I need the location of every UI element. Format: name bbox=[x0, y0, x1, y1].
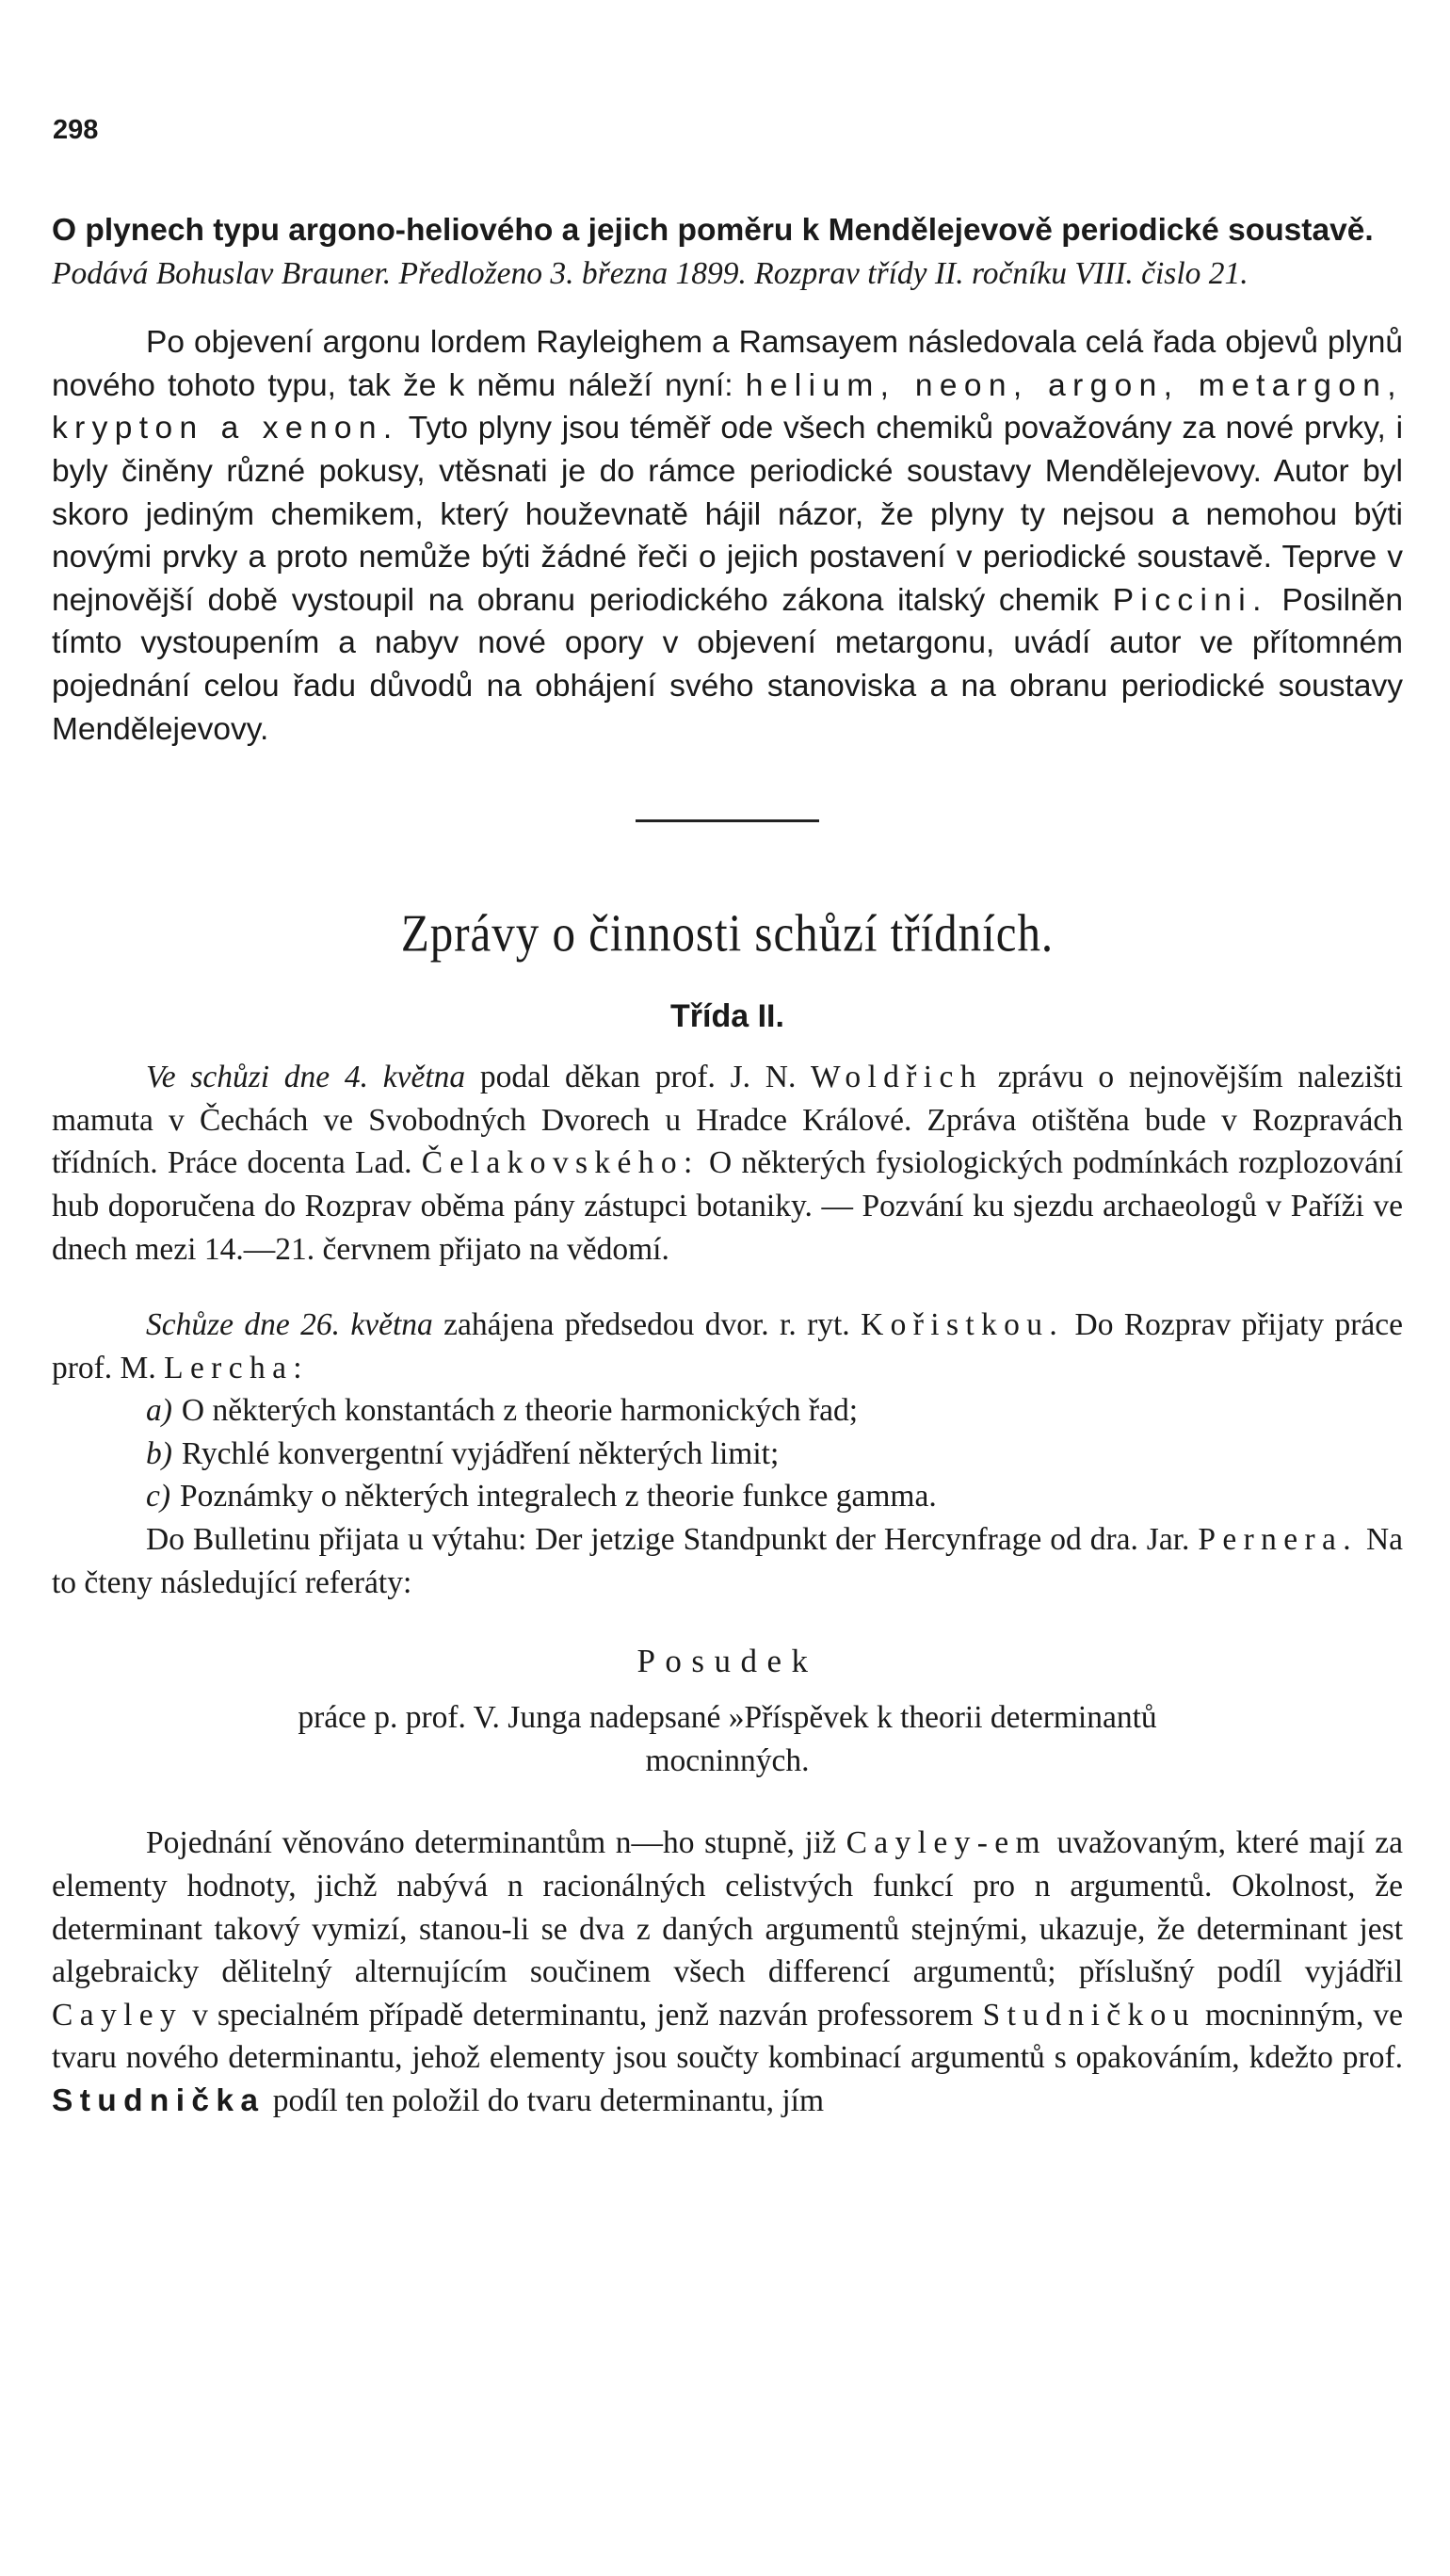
review-subtitle-line-1: práce p. prof. V. Junga nadepsané »Příspěvek k theorii determinantů bbox=[298, 1700, 1157, 1736]
article-title: O plynech typu argono-heliového a jejich poměru k Mendělejevově periodické soustavě. bbox=[52, 213, 1374, 248]
page-content bbox=[52, 209, 1403, 2123]
bulletin-text-b: Na to čteny následující referáty: bbox=[52, 1522, 1403, 1600]
meeting-report-2 bbox=[52, 1304, 1403, 1389]
page-number: 298 bbox=[53, 115, 99, 145]
article-byline: Podává Bohuslav Brauner. Předloženo 3. března 1899. Rozprav třídy II. ročníku VIII. čislo 21. bbox=[52, 255, 1249, 291]
abstract-gas-list: helium, neon, argon, metargon, krypton a xenon. bbox=[52, 367, 1403, 446]
meeting-1-name-celakovsky: Čelakovského: bbox=[421, 1145, 700, 1181]
list-item bbox=[52, 1433, 1403, 1476]
section-divider bbox=[636, 819, 819, 822]
review-name-studnicka-2: Studnička bbox=[52, 2083, 266, 2118]
meeting-1-name-woldrich: Woldřich bbox=[811, 1060, 983, 1095]
meeting-1-text-c: O některých fysiologických podmínkách rozplozování hub doporučena do Rozprav oběma pány zástupci botaniky. — Pozvání ku sjezdu archaeologů v Paříži ve dnech mezi 14.—21. červnem přijato na vědomí. bbox=[52, 1145, 1403, 1267]
meeting-2-name-koristka: Kořistkou. bbox=[861, 1307, 1065, 1343]
list-text: O některých konstantách z theorie harmonických řad; bbox=[181, 1393, 859, 1429]
list-marker: a) bbox=[146, 1393, 172, 1429]
review-body bbox=[52, 1822, 1403, 2122]
meeting-2-date: Schůze dne 26. května bbox=[146, 1307, 433, 1343]
review-heading: Posudek bbox=[636, 1643, 818, 1680]
review-text-b: uvažovaným, které mají za elementy hodnoty, jichž nabývá n racionálných celistvých funkcí pro n argumentů. Okolnost, že determinant takový vymizí, stanou-li se dva z daných argumentů stejnými, ukazuje, že determinant jest algebraicky dělitelný alternujícím součinem všech differencí argumentů; příslušný podíl vyjádřil bbox=[52, 1825, 1404, 1990]
abstract-text-1: Po objevení argonu lordem Rayleighem a Ramsayem následovala celá řada objevů plynů nového tohoto typu, tak že k němu náleží nyní: bbox=[52, 325, 1403, 403]
class-title: Třída II. bbox=[670, 998, 784, 1035]
list-item bbox=[52, 1475, 1403, 1518]
list-marker: c) bbox=[146, 1479, 171, 1515]
review-text-c: v specialném případě determinantu, jenž nazván professorem bbox=[192, 1997, 974, 2033]
review-subtitle-line-2: mocninných. bbox=[645, 1742, 810, 1778]
meeting-1-text-a: podal děkan prof. J. N. bbox=[479, 1060, 797, 1095]
review-name-cayley-1: Cayley-em bbox=[846, 1825, 1047, 1861]
bulletin-name-perner: Pernera. bbox=[1198, 1522, 1358, 1558]
review-text-e: podíl ten položil do tvaru determinantu, jím bbox=[272, 2083, 824, 2118]
review-name-studnicka-1: Studničkou bbox=[982, 1997, 1196, 2033]
list-text: Rychlé konvergentní vyjádření některých limit; bbox=[181, 1435, 780, 1471]
meeting-2-name-lerch: Lercha: bbox=[164, 1350, 309, 1385]
meeting-2-text-a: zahájena předsedou dvor. r. ryt. bbox=[443, 1307, 850, 1343]
abstract-text-2: Tyto plyny jsou téměř ode všech chemiků považovány za nové prvky, i byly činěny různé pokusy, vtěsnati je do rámce periodické soustavy Mendělejevovy. Autor byl skoro jediným chemikem, který houževnatě hájil názor, že plyny ty nejsou a nemohou býti novými prvky a proto nemůže býti žádné řeči o jejich postavení v periodické soustavě. Teprve v nejnovější době vystoupil na obranu periodického zákona italský chemik bbox=[52, 411, 1404, 618]
list-marker: b) bbox=[146, 1435, 172, 1471]
section-title: Zprávy o činnosti schůzí třídních. bbox=[400, 902, 1055, 964]
review-text-d: mocninným, ve tvaru nového determinantu, jehož elementy jsou součty kombinací argumentů s opakováním, kdežto prof. bbox=[52, 1997, 1403, 2076]
bulletin-text-a: Do Bulletinu přijata u výtahu: Der jetzige Standpunkt der Hercynfrage od dra. Jar. bbox=[146, 1522, 1190, 1558]
bulletin-paragraph bbox=[52, 1518, 1403, 1604]
article-abstract bbox=[52, 321, 1403, 751]
article-header bbox=[52, 209, 1403, 295]
meeting-1-date: Ve schůzi dne 4. května bbox=[146, 1060, 466, 1095]
meeting-1-text-b: zprávu o nejnovějším nalezišti mamuta v Čechách ve Svobodných Dvorech u Hradce Králové. Zpráva otištěna bude v Rozpravách třídních. Práce docenta Lad. bbox=[52, 1060, 1403, 1181]
meeting-2-text-b: Do Rozprav přijaty práce prof. M. bbox=[52, 1307, 1404, 1385]
meeting-report-1 bbox=[52, 1056, 1403, 1271]
review-name-cayley-2: Cayley bbox=[52, 1997, 184, 2033]
abstract-text-3: Posilněn tímto vystoupením a nabyv nové opory v objevení metargonu, uvádí autor ve přítomném pojednání celou řadu důvodů na obhájení svého stanoviska a na obranu periodické soustavy Mendělejevovy. bbox=[52, 582, 1403, 747]
list-text: Poznámky o některých integralech z theorie funkce gamma. bbox=[180, 1479, 937, 1515]
list-item bbox=[52, 1389, 1403, 1433]
review-text-a: Pojednání věnováno determinantům n—ho stupně, již bbox=[146, 1825, 836, 1861]
abstract-name-piccini: Piccini. bbox=[1112, 582, 1268, 618]
